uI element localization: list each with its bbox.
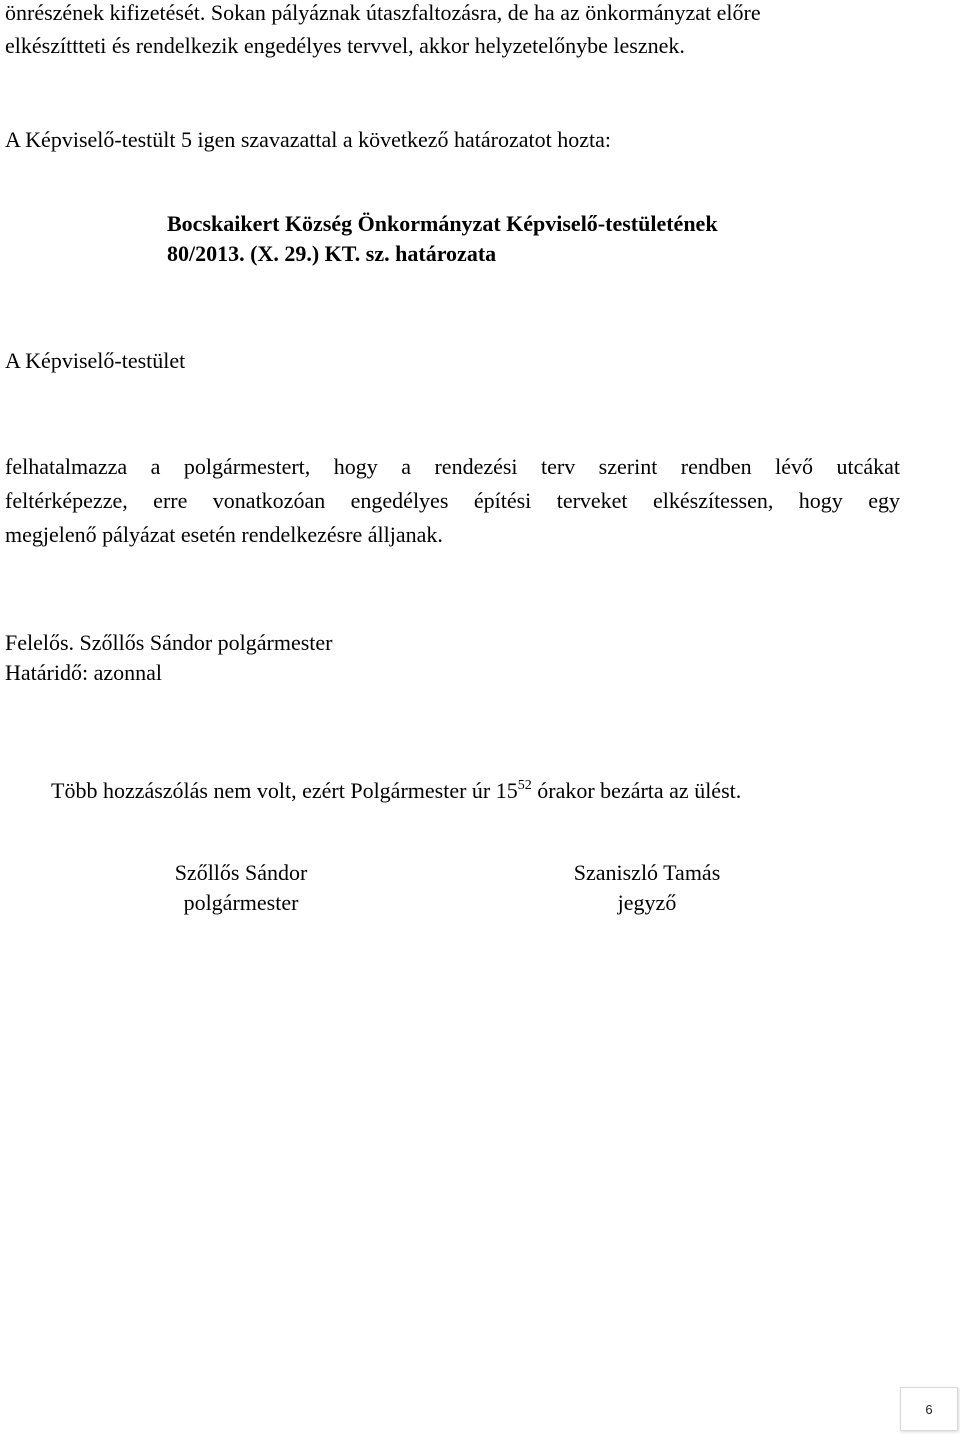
vote-statement: A Képviselő-testült 5 igen szavazattal a következő határozatot hozta: [5,127,611,152]
signature-mayor-title: polgármester [183,890,299,915]
closing-time-minutes: 52 [517,778,532,793]
deadline: Határidő: azonnal [5,660,162,685]
intro-line-1: önrészének kifizetését. Sokan pályáznak útaszfaltozásra, de ha az önkormányzat előre [5,0,761,25]
signature-notary-name: Szaniszló Tamás [573,860,721,885]
resolution-body [5,450,900,552]
page-number: 6 [900,1387,958,1431]
resolution-heading-line-2: 80/2013. (X. 29.) KT. sz. határozata [167,241,497,266]
resolution-subject: A Képviselő-testület [5,348,186,373]
closing-statement [51,780,741,802]
signature-notary-title: jegyző [617,890,677,915]
responsible-person: Felelős. Szőllős Sándor polgármester [5,630,333,655]
signature-mayor-name: Szőllős Sándor [174,860,308,885]
closing-text-after: órakor bezárta az ülést. [531,778,742,803]
resolution-body-line-1: felhatalmazza a polgármestert, hogy a rendezési terv szerint rendben lévő utcákat [5,454,900,479]
signature-notary [537,858,757,918]
intro-line-2: elkészíttteti és rendelkezik engedélyes tervvel, akkor helyzetelőnybe lesznek. [5,33,685,58]
resolution-body-line-3: megjelenő pályázat esetén rendelkezésre álljanak. [5,522,443,547]
closing-text-before: Több hozzászólás nem volt, ezért Polgármester úr 15 [51,778,518,803]
resolution-heading-line-1: Bocskaikert Község Önkormányzat Képviselő-testületének [167,211,718,236]
signature-mayor [141,858,341,918]
resolution-body-line-2: feltérképezze, erre vonatkozóan engedélyes építési terveket elkészítessen, hogy egy [5,488,900,513]
